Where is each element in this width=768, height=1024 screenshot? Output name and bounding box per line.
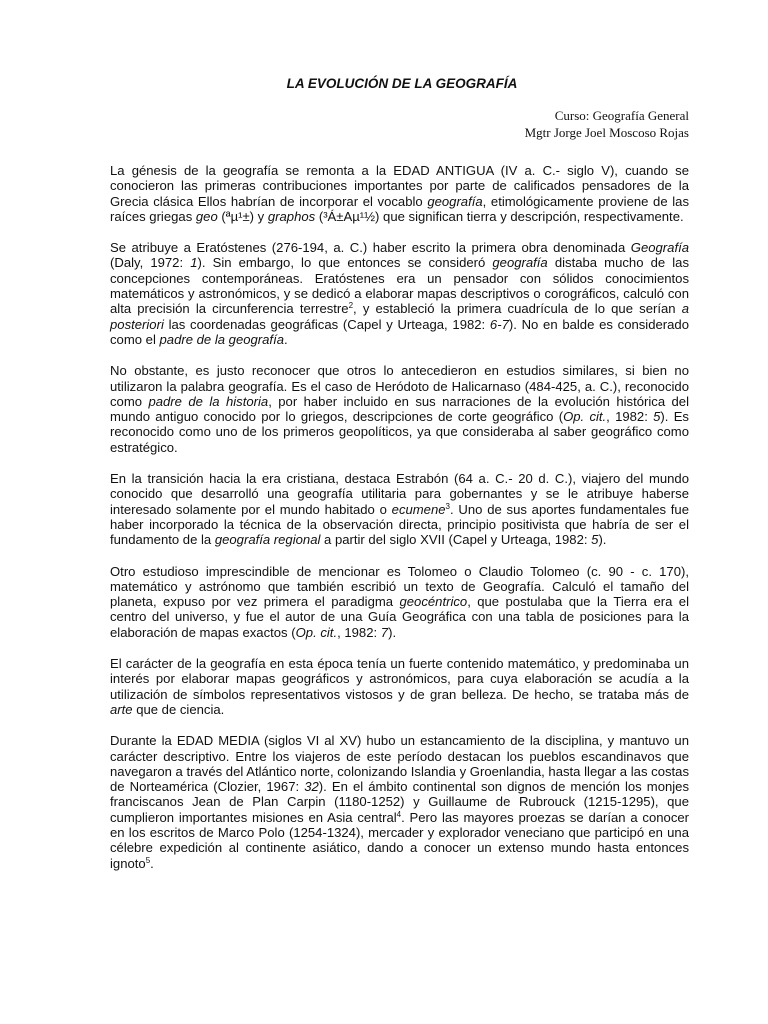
text-run: (ªµ¹±) y [217, 208, 268, 224]
text-run: ). Sin embargo, lo que entonces se consideró [197, 255, 493, 271]
italic-text: geografía [492, 255, 548, 271]
text-run: , y estableció la primera cuadrícula de lo que serían [353, 301, 682, 317]
course-line: Curso: Geografía General [554, 108, 689, 123]
text-run: ). Es reconocido como uno de los primeros geopolíticos, ya que consideraba al saber geográfico como estratégico. [110, 409, 689, 455]
italic-text: 5 [653, 409, 661, 425]
text-run: . Pero las mayores proezas se darían a conocer en los escritos de Marco Polo (1254-1324), mercader y explorador veneciano que participó en una célebre expedición al continente asiático, dando a conocer un extenso mundo hasta entonces ignoto [110, 809, 690, 871]
text-run: , por haber incluido en sus narraciones de la evolución histórica del mundo antiguo conocido por lo griegos, descripciones de corte geográfico ( [110, 393, 689, 425]
italic-text: arte [110, 701, 133, 717]
text-run: (³Á±Aµ¹½) que significan tierra y descripción, respectivamente. [315, 208, 684, 224]
footnote-marker: 5 [145, 855, 151, 865]
italic-text: geografía regional [214, 532, 321, 548]
paragraph-6 [110, 656, 689, 717]
text-run: que de ciencia. [132, 701, 225, 717]
text-run: Se atribuye a Eratóstenes (276-194, a. C.) haber escrito la primera obra denominada [110, 240, 631, 256]
italic-text: ecumene [391, 501, 446, 517]
italic-text: padre de la historia [148, 393, 269, 409]
text-run: las coordenadas geográficas (Capel y Urteaga, 1982: [163, 316, 490, 332]
italic-text: Op. cit. [295, 624, 338, 640]
text-run: . [284, 331, 288, 347]
paragraph-4 [110, 471, 689, 547]
italic-text: geocéntrico [399, 594, 468, 610]
italic-text: padre de la geografía [159, 331, 284, 347]
text-run: . [150, 855, 154, 871]
text-run: ). [598, 532, 607, 548]
text-run: El carácter de la geografía en esta época tenía un fuerte contenido matemático, y predominaba un interés por elaborar mapas geográficos y astronómicos, para cuya elaboración se acudía a la utilización de símbolos representativos vistosos y de gran belleza. De hecho, se trataba más de [110, 656, 689, 702]
text-run: , 1982: [606, 409, 654, 425]
text-run: Otro estudioso imprescindible de mencionar es Tolomeo o Claudio Tolomeo (c. 90 - c. 170), matemático y astrónomo que también escribió un texto de Geografía. Calculó el tamaño del planeta, expuso por vez primera el paradigma [110, 563, 689, 610]
text-run: No obstante, es justo reconocer que otros lo antecedieron en estudios similares, si bien no utilizaron la palabra geografía. Es el caso de Heródoto de Halicarnaso (484-425, a. C.), reconocido como [110, 363, 689, 409]
text-run: Durante la EDAD MEDIA (siglos VI al XV) hubo un estancamiento de la disciplina, y mantuvo un carácter descriptivo. Entre los viajeros de este período destacan los pueblos escandinavos que navegaron a través del Atlántico norte, colonizando Islandia y Groenlandia, hasta llegar a las costas de Norteamérica (Clozier, 1967: [110, 733, 689, 795]
text-run: , 1982: [337, 624, 381, 640]
italic-text: Op. cit. [563, 409, 607, 425]
footnote-marker: 2 [348, 301, 354, 311]
document-meta [110, 107, 689, 141]
text-run: ). [388, 624, 397, 640]
text-run: La génesis de la geografía se remonta a la EDAD ANTIGUA (IV a. C.- siglo V), cuando se conocieron las primeras contribuciones importantes por parte de calificados pensadores de la Grecia clásica Ellos habrían de incorporar el vocablo [110, 163, 689, 209]
text-run: ). No en balde es considerado como el [110, 316, 689, 347]
footnote-marker: 4 [396, 809, 402, 819]
document-title: LA EVOLUCIÓN DE LA GEOGRAFÍA [286, 76, 518, 91]
italic-text: Geografía [630, 240, 689, 256]
paragraph-3 [110, 363, 689, 455]
paragraph-1 [110, 163, 689, 224]
italic-text: 1 [190, 255, 198, 271]
italic-text: 5 [591, 532, 599, 548]
italic-text: 6-7 [489, 316, 509, 332]
paragraph-5 [110, 564, 689, 640]
italic-text: 7 [380, 624, 389, 640]
text-run: En la transición hacia la era cristiana, destaca Estrabón (64 a. C.- 20 d. C.), viajero del mundo conocido que desarrolló una geografía utilitaria para gobernantes y se le atribuye haberse interesado solamente por el mundo habitado o [110, 471, 689, 517]
text-run: , etimológicamente proviene de las raíces griegas [110, 193, 689, 224]
text-run: a partir del siglo XVII (Capel y Urteaga, 1982: [320, 532, 592, 548]
italic-text: geo [195, 208, 218, 224]
italic-text: a posteriori [110, 301, 689, 332]
italic-text: graphos [267, 208, 316, 224]
italic-text: 32 [304, 779, 319, 795]
paragraph-2 [110, 240, 689, 347]
italic-text: geografía [427, 193, 483, 209]
author-line: Mgtr Jorge Joel Moscoso Rojas [524, 125, 689, 140]
text-run: (Daly, 1972: [110, 255, 191, 271]
text-run: . Uno de sus aportes fundamentales fue haber incorporado la técnica de la observación directa, principio positivista que habría de ser el fundamento de la [110, 501, 689, 548]
paragraph-7 [110, 733, 689, 871]
text-run: ). En el ámbito continental son dignos de mención los monjes franciscanos Jean de Plan Carpin (1180-1252) y Guillaume de Rubrouck (1215-1295), que cumplieron importantes misiones en Asia central [110, 779, 689, 825]
footnote-marker: 3 [445, 501, 450, 511]
text-run: , que postulaba que la Tierra era el centro del universo, y fue el autor de una Guía Geográfica con una tabla de posiciones para la elaboración de mapas exactos ( [110, 594, 689, 640]
body-text [110, 163, 690, 871]
text-run: distaba mucho de las concepciones contemporáneas. Eratóstenes era un pensador con sólidos conocimientos matemáticos y astronómicos, y se dedicó a elaborar mapas descriptivos o corográficos, calculó con alta precisión la circunferencia terrestre [110, 255, 689, 317]
